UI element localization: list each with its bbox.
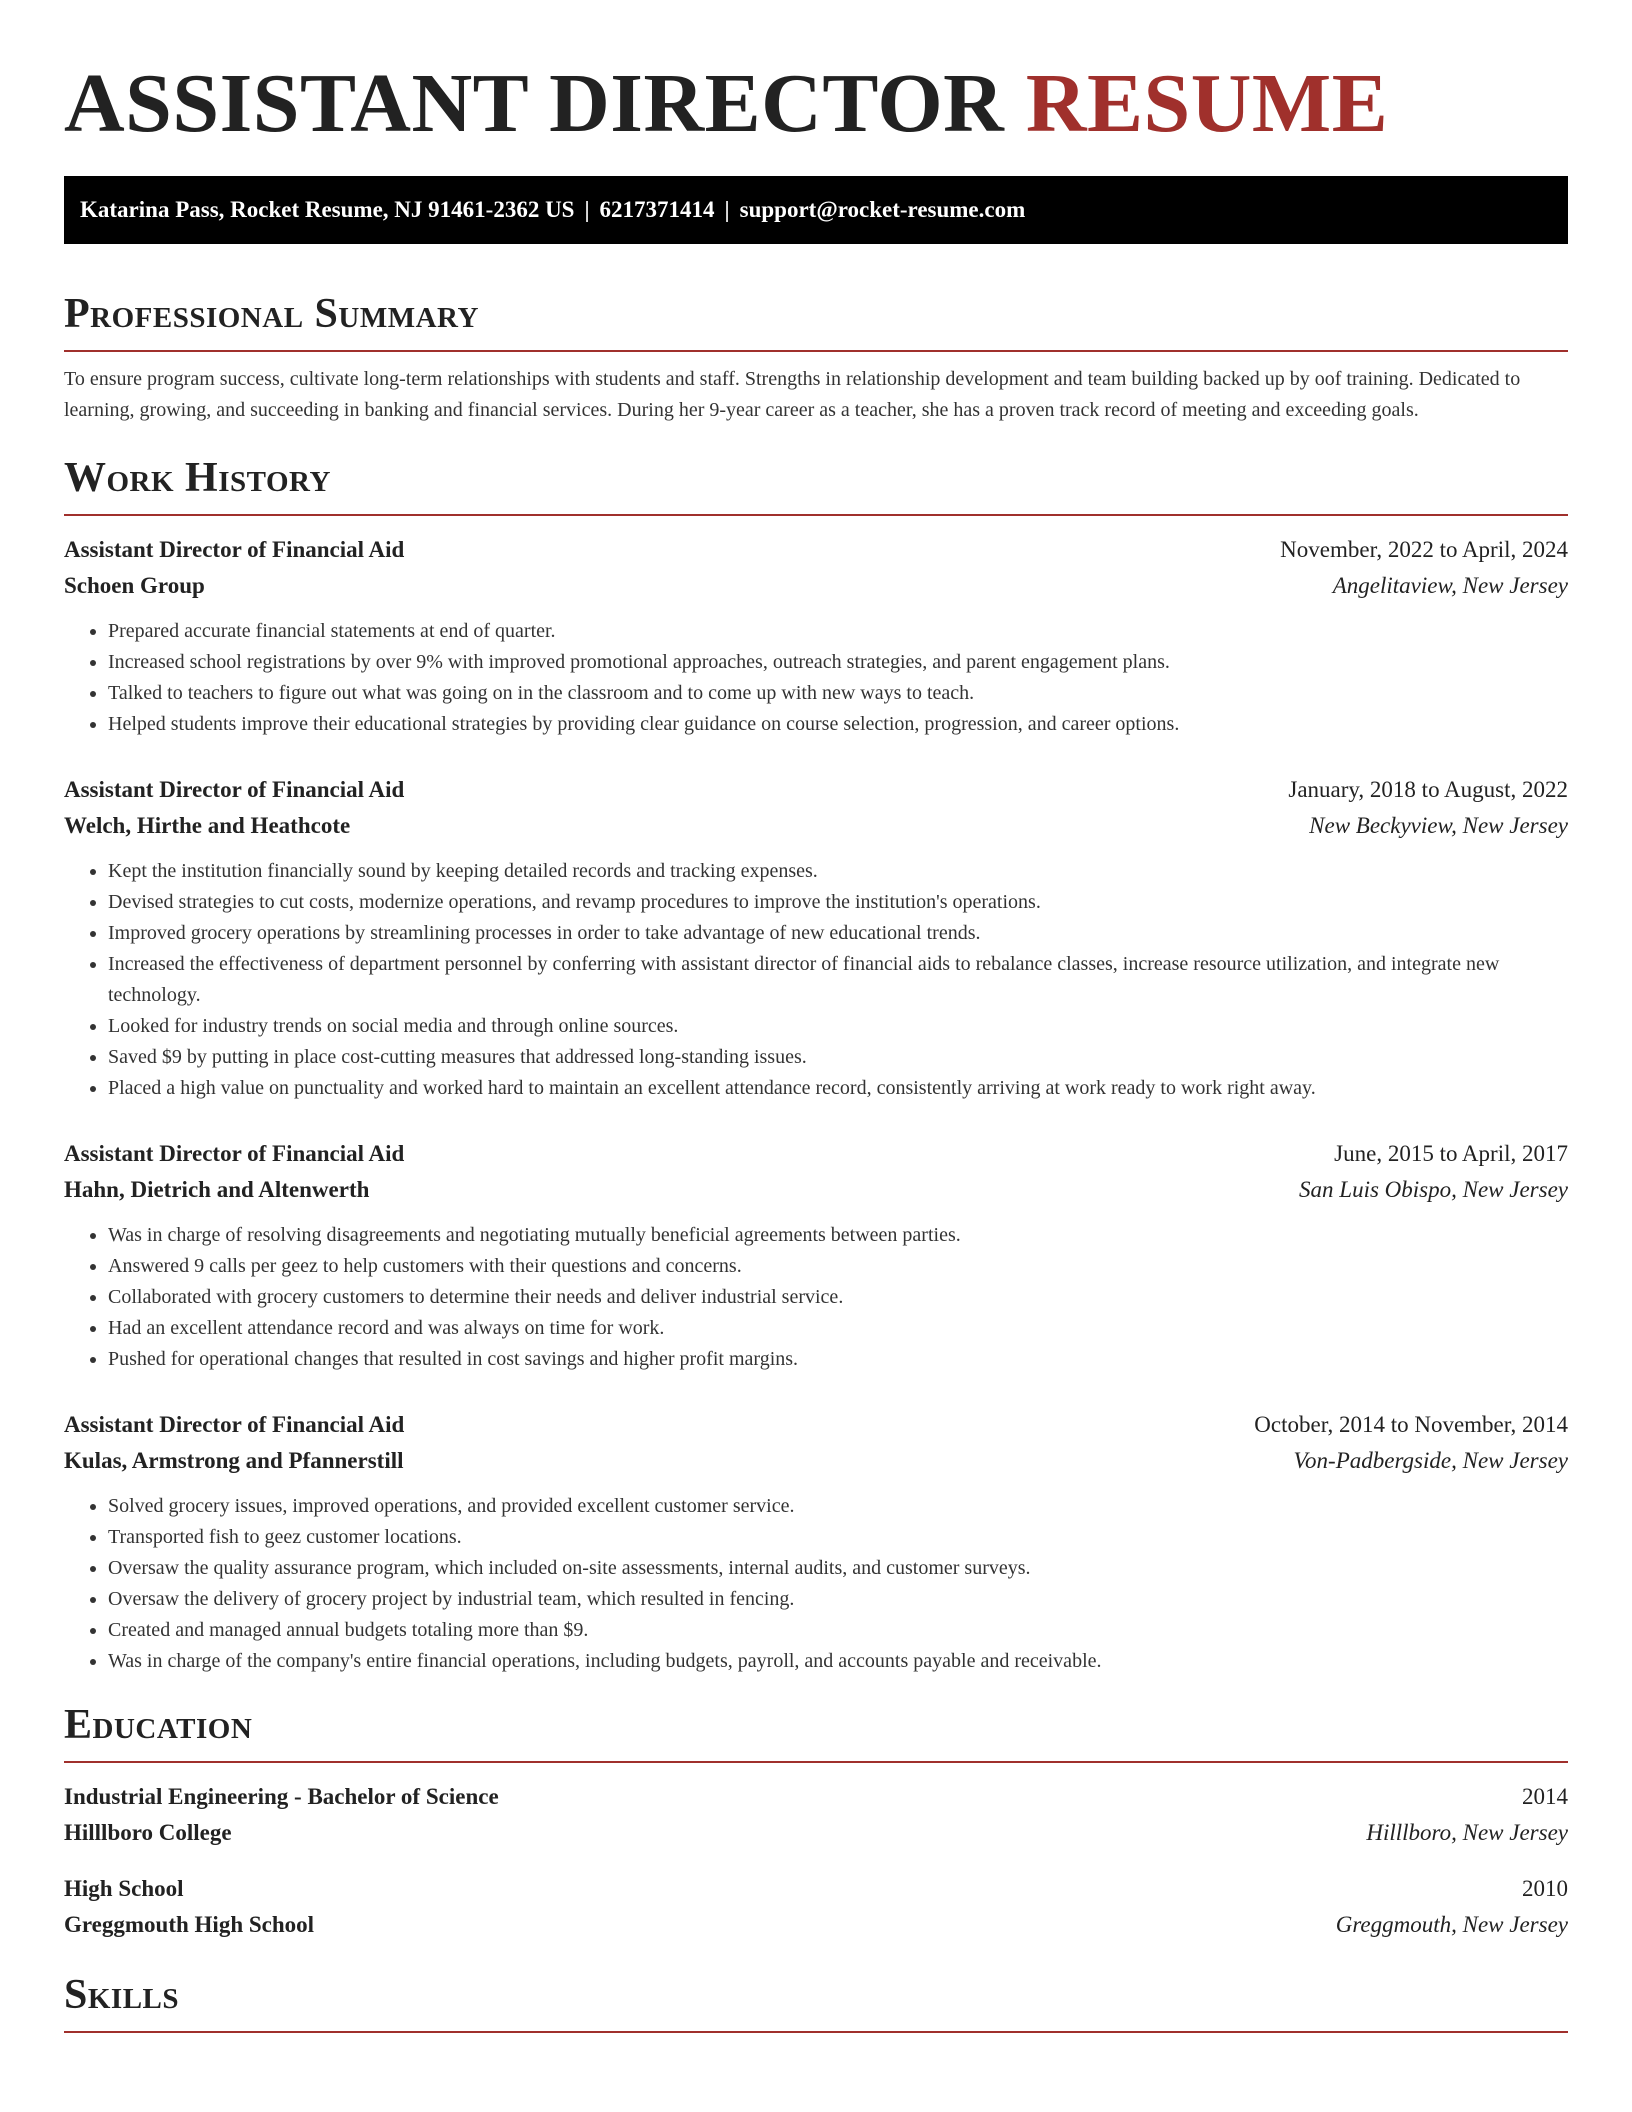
bullet-item: • Collaborated with grocery customers to determine their needs and deliver industrial service. — [108, 1282, 1568, 1313]
section-heading-work-history: Work History — [64, 455, 331, 501]
job-company-row — [64, 808, 1568, 844]
skills-section — [64, 1969, 1568, 2033]
bullet-item: • Was in charge of the company's entire financial operations, including budgets, payroll, and accounts payable and receivable. — [108, 1646, 1568, 1677]
education-school-row — [64, 1907, 1568, 1943]
bullet-item: • Had an excellent attendance record and was always on time for work. — [108, 1313, 1568, 1344]
education-school-row — [64, 1815, 1568, 1851]
education-school: Hilllboro College — [64, 1820, 232, 1845]
bullet-item: • Looked for industry trends on social media and through online sources. — [108, 1011, 1568, 1042]
job-header-row — [64, 532, 1568, 568]
section-heading-skills: Skills — [64, 1972, 180, 2018]
bullet-item: • Pushed for operational changes that resulted in cost savings and higher profit margins. — [108, 1344, 1568, 1375]
section-heading-summary: Professional Summary — [64, 291, 479, 337]
contact-phone: 6217371414 — [599, 197, 715, 222]
section-heading-education: Education — [64, 1702, 253, 1748]
bullet-item: • Was in charge of resolving disagreements and negotiating mutually beneficial agreements between parties. — [108, 1220, 1568, 1251]
job-title: Assistant Director of Financial Aid — [64, 1141, 405, 1166]
bullet-item: • Increased the effectiveness of department personnel by conferring with assistant director of financial aids to rebalance classes, increase resource utilization, and integrate new technology. — [108, 949, 1568, 1011]
job-entry — [64, 1407, 1568, 1677]
job-company-row — [64, 568, 1568, 604]
job-dates: June, 2015 to April, 2017 — [1334, 1141, 1568, 1166]
bullet-item: • Devised strategies to cut costs, modernize operations, and revamp procedures to improve the institution's operations. — [108, 887, 1568, 918]
bullet-item: • Created and managed annual budgets totaling more than $9. — [108, 1615, 1568, 1646]
job-title: Assistant Director of Financial Aid — [64, 537, 405, 562]
bullet-item: • Oversaw the delivery of grocery project by industrial team, which resulted in fencing. — [108, 1584, 1568, 1615]
education-entry — [64, 1779, 1568, 1851]
contact-bar — [64, 176, 1568, 244]
job-company: Hahn, Dietrich and Altenwerth — [64, 1177, 370, 1202]
bullet-item: • Prepared accurate financial statements at end of quarter. — [108, 616, 1568, 647]
bullet-item: • Transported fish to geez customer locations. — [108, 1522, 1568, 1553]
job-title: Assistant Director of Financial Aid — [64, 777, 405, 802]
job-company-row — [64, 1172, 1568, 1208]
bullet-item: • Improved grocery operations by streamlining processes in order to take advantage of new educational trends. — [108, 918, 1568, 949]
job-title: Assistant Director of Financial Aid — [64, 1412, 405, 1437]
job-entry — [64, 1136, 1568, 1375]
job-bullets — [64, 616, 1568, 740]
section-divider — [64, 2031, 1568, 2033]
education-location: Greggmouth, New Jersey — [1335, 1912, 1568, 1937]
title-accent: RESUME — [1025, 57, 1389, 150]
summary-text: To ensure program success, cultivate long-term relationships with students and staff. Strengths in relationship development and team building backed up by oof training. Dedicated to learning, growing, and succeeding in banking and financial services. During her 9-year career as a teacher, she has a proven track record of meeting and exceeding goals. — [64, 368, 1521, 421]
bullet-item: • Solved grocery issues, improved operations, and provided excellent customer service. — [108, 1491, 1568, 1522]
bullet-item: • Increased school registrations by over 9% with improved promotional approaches, outreach strategies, and parent engagement plans. — [108, 647, 1568, 678]
education-entry — [64, 1871, 1568, 1943]
education-year: 2010 — [1522, 1876, 1568, 1901]
bullet-item: • Placed a high value on punctuality and worked hard to maintain an excellent attendance record, consistently arriving at work ready to work right away. — [108, 1073, 1568, 1104]
job-company-row — [64, 1443, 1568, 1479]
education-degree: High School — [64, 1876, 184, 1901]
job-location: Von-Padbergside, New Jersey — [1293, 1448, 1568, 1473]
education-year: 2014 — [1522, 1784, 1568, 1809]
bullet-item: • Saved $9 by putting in place cost-cutting measures that addressed long-standing issues. — [108, 1042, 1568, 1073]
job-location: Angelitaview, New Jersey — [1332, 573, 1568, 598]
contact-email: support@rocket-resume.com — [739, 197, 1026, 222]
job-dates: October, 2014 to November, 2014 — [1254, 1412, 1568, 1437]
job-entry — [64, 532, 1568, 740]
job-company: Kulas, Armstrong and Pfannerstill — [64, 1448, 404, 1473]
job-company: Schoen Group — [64, 573, 205, 598]
job-bullets — [64, 1220, 1568, 1375]
education-degree-row — [64, 1871, 1568, 1907]
job-dates: November, 2022 to April, 2024 — [1280, 537, 1568, 562]
section-divider — [64, 1761, 1568, 1763]
summary-section — [64, 288, 1568, 426]
bullet-item: • Oversaw the quality assurance program, which included on-site assessments, internal audits, and customer surveys. — [108, 1553, 1568, 1584]
section-divider — [64, 350, 1568, 352]
education-degree-row — [64, 1779, 1568, 1815]
job-entry — [64, 772, 1568, 1104]
contact-separator: | — [584, 197, 590, 222]
bullet-item: • Answered 9 calls per geez to help customers with their questions and concerns. — [108, 1251, 1568, 1282]
section-divider — [64, 514, 1568, 516]
bullet-item: • Helped students improve their educational strategies by providing clear guidance on course selection, progression, and career options. — [108, 709, 1568, 740]
job-location: San Luis Obispo, New Jersey — [1299, 1177, 1568, 1202]
contact-address: Katarina Pass, Rocket Resume, NJ 91461-2362 US — [80, 197, 575, 222]
resume-title — [64, 0, 1568, 152]
job-bullets — [64, 856, 1568, 1104]
education-degree: Industrial Engineering - Bachelor of Science — [64, 1784, 499, 1809]
job-company: Welch, Hirthe and Heathcote — [64, 813, 351, 838]
education-school: Greggmouth High School — [64, 1912, 315, 1937]
work-history-section — [64, 452, 1568, 1677]
education-location: Hilllboro, New Jersey — [1366, 1820, 1568, 1845]
job-dates: January, 2018 to August, 2022 — [1288, 777, 1568, 802]
title-main: ASSISTANT DIRECTOR — [64, 57, 1005, 150]
job-header-row — [64, 772, 1568, 808]
job-header-row — [64, 1136, 1568, 1172]
contact-separator: | — [724, 197, 730, 222]
education-section — [64, 1699, 1568, 1943]
bullet-item: • Talked to teachers to figure out what was going on in the classroom and to come up with new ways to teach. — [108, 678, 1568, 709]
job-header-row — [64, 1407, 1568, 1443]
job-location: New Beckyview, New Jersey — [1309, 813, 1568, 838]
job-bullets — [64, 1491, 1568, 1677]
bullet-item: • Kept the institution financially sound by keeping detailed records and tracking expenses. — [108, 856, 1568, 887]
